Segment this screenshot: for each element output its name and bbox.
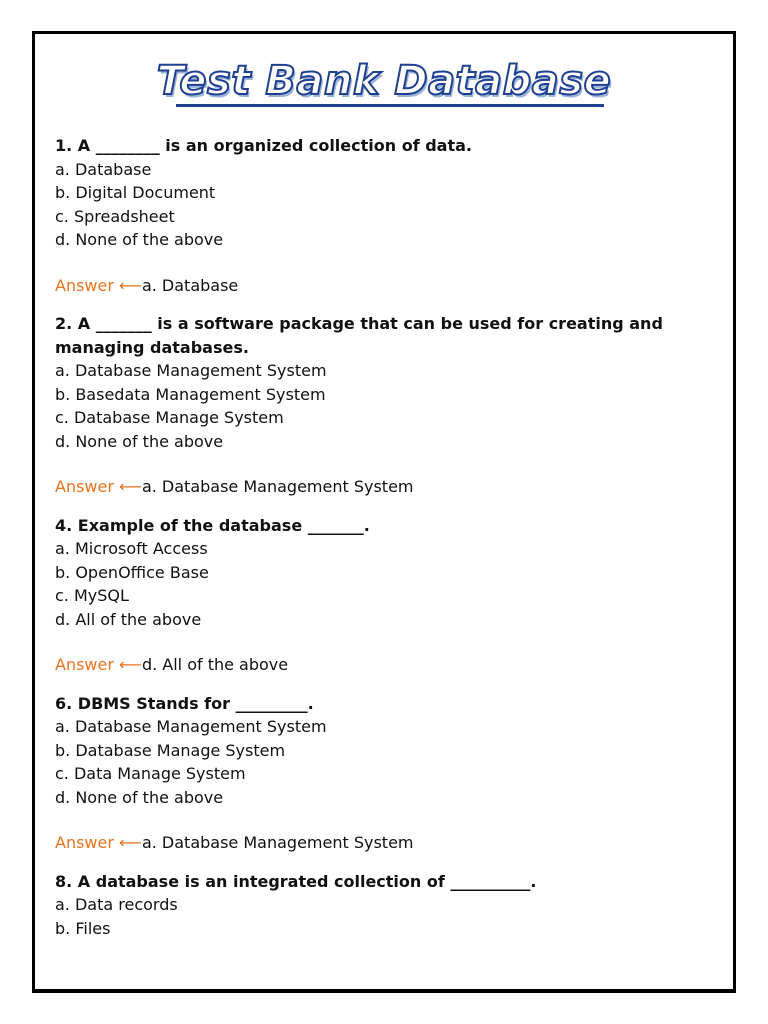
option: a. Data records [55,895,178,914]
option: d. None of the above [55,230,224,249]
answer-line [55,274,715,298]
question-1 [55,134,715,297]
option: c. Spreadsheet [55,206,175,226]
option: d. All of the above [55,609,202,629]
option: a. Microsoft Access [55,539,208,558]
question-8 [55,870,715,941]
question-text: 6. DBMS Stands for _________. [55,693,314,713]
option: c. MySQL [55,586,129,605]
question-2 [55,312,715,499]
title-underline [176,104,604,107]
question-4 [55,514,715,677]
question-text: 8. A database is an integrated collection of __________. [55,871,537,891]
option: c. Data Manage System [55,764,246,783]
option: b. Basedata Management System [55,384,326,404]
question-text: 2. A _______ is a software package that can be used for creating and managing databases. [55,314,663,357]
answer-label: Answer ⟵ [55,275,142,295]
question-6 [55,692,715,855]
answer-value: a. Database [141,275,239,295]
option: d. None of the above [55,431,224,451]
option: b. Files [55,918,111,938]
question-list [55,134,715,940]
answer-value: d. All of the above [141,655,289,674]
page-title: Test Bank Database [156,58,612,104]
answer-line [55,475,715,499]
answer-value: a. Database Management System [141,477,414,496]
option: c. Database Manage System [55,408,284,427]
option: b. Database Manage System [55,740,286,760]
answer-value: a. Database Management System [141,833,414,852]
option: a. Database [55,159,152,179]
answer-label: Answer ⟵ [55,833,142,852]
option: a. Database Management System [55,717,327,736]
answer-line [55,831,715,855]
answer-label: Answer ⟵ [55,655,142,674]
question-text: 4. Example of the database _______. [55,515,370,535]
option: a. Database Management System [55,361,327,380]
option: d. None of the above [55,787,224,807]
option: b. OpenOffice Base [55,562,209,582]
answer-label: Answer ⟵ [55,477,142,496]
option: b. Digital Document [55,183,216,202]
question-text: 1. A ________ is an organized collection of data. [55,136,472,155]
answer-line [55,653,715,677]
